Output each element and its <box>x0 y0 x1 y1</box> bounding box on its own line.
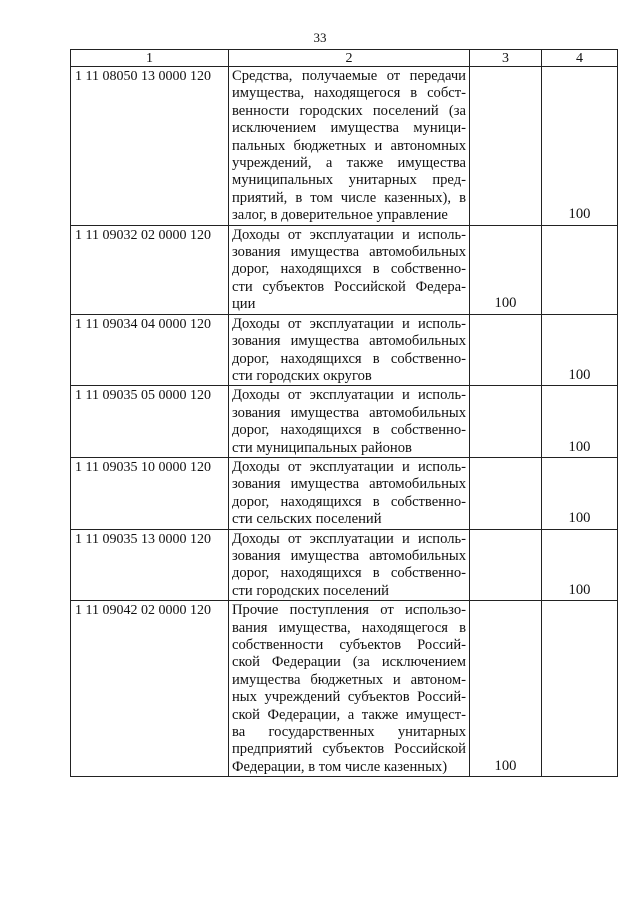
column-header-3: 3 <box>470 50 542 67</box>
description-line: зования имущества автомобильных <box>232 333 466 350</box>
revenue-table <box>70 49 618 777</box>
revenue-code: 1 11 09042 02 0000 120 <box>71 601 229 777</box>
description-line: приятий, в том числе казенных), в <box>232 189 466 206</box>
description-line: Прочие поступления от использо- <box>232 602 466 619</box>
revenue-description <box>229 386 470 458</box>
description-line: сти муниципальных районов <box>232 439 412 456</box>
revenue-description <box>229 67 470 226</box>
value-column-4: 100 <box>542 529 618 601</box>
table-row <box>71 457 618 529</box>
description-line: Доходы от эксплуатации и исполь- <box>232 530 466 547</box>
description-line: Доходы от эксплуатации и исполь- <box>232 226 466 243</box>
description-line: ции <box>232 296 256 313</box>
description-line: залог, в доверительное управление <box>232 207 448 224</box>
value-column-3: 100 <box>470 225 542 314</box>
description-line: зования имущества автомобильных <box>232 547 466 564</box>
value-column-3 <box>470 457 542 529</box>
description-line: исключением имущества муници- <box>232 120 466 137</box>
value-column-3: 100 <box>470 601 542 777</box>
description-line: сти городских поселений <box>232 582 389 599</box>
column-header-2: 2 <box>229 50 470 67</box>
table-row <box>71 601 618 777</box>
description-line: Доходы от эксплуатации и исполь- <box>232 458 466 475</box>
table-row <box>71 386 618 458</box>
description-line: ных учреждений субъектов Россий- <box>232 689 466 706</box>
description-line: дорог, находящихся в собственно- <box>232 422 466 439</box>
revenue-code: 1 11 09034 04 0000 120 <box>71 314 229 386</box>
value-column-4: 100 <box>542 67 618 226</box>
description-line: предприятий субъектов Российской <box>232 741 466 758</box>
value-column-3 <box>470 67 542 226</box>
table-header-row <box>71 50 618 67</box>
description-line: дорог, находящихся в собственно- <box>232 261 466 278</box>
table-row <box>71 529 618 601</box>
table-row <box>71 225 618 314</box>
description-line: венности городских поселений (за <box>232 102 466 119</box>
revenue-code: 1 11 09035 10 0000 120 <box>71 457 229 529</box>
revenue-description <box>229 314 470 386</box>
description-line: сти городских округов <box>232 367 372 384</box>
description-line: ва государственных унитарных <box>232 724 466 741</box>
description-line: зования имущества автомобильных <box>232 244 466 261</box>
revenue-description <box>229 529 470 601</box>
description-line: имущества, находящегося в собст- <box>232 85 466 102</box>
description-line: Доходы от эксплуатации и исполь- <box>232 315 466 332</box>
description-line: Федерации, в том числе казенных) <box>232 758 448 775</box>
description-line: Средства, получаемые от передачи <box>232 68 466 84</box>
value-column-4: 100 <box>542 386 618 458</box>
description-line: дорог, находящихся в собственно- <box>232 493 466 510</box>
description-line: дорог, находящихся в собственно- <box>232 565 466 582</box>
description-line: ской Федерации (за исключением <box>232 654 466 671</box>
table-row <box>71 67 618 226</box>
table-body <box>71 67 618 777</box>
value-column-4 <box>542 601 618 777</box>
description-line: вания имущества, находящегося в <box>232 619 466 636</box>
column-header-4: 4 <box>542 50 618 67</box>
value-column-3 <box>470 386 542 458</box>
description-line: имущества бюджетных и автоном- <box>232 671 466 688</box>
description-line: сти сельских поселений <box>232 511 382 528</box>
description-line: дорог, находящихся в собственно- <box>232 350 466 367</box>
value-column-3 <box>470 314 542 386</box>
column-header-1: 1 <box>71 50 229 67</box>
revenue-description <box>229 601 470 777</box>
revenue-description <box>229 457 470 529</box>
revenue-code: 1 11 09035 13 0000 120 <box>71 529 229 601</box>
description-line: пальных бюджетных и автономных <box>232 137 466 154</box>
description-line: зования имущества автомобильных <box>232 404 466 421</box>
revenue-description <box>229 225 470 314</box>
value-column-4: 100 <box>542 457 618 529</box>
description-line: Доходы от эксплуатации и исполь- <box>232 387 466 404</box>
description-line: сти субъектов Российской Федера- <box>232 278 466 295</box>
value-column-4: 100 <box>542 314 618 386</box>
description-line: ской Федерации, а также имущест- <box>232 706 466 723</box>
value-column-3 <box>470 529 542 601</box>
page-number: 33 <box>313 30 327 45</box>
description-line: зования имущества автомобильных <box>232 476 466 493</box>
revenue-code: 1 11 09032 02 0000 120 <box>71 225 229 314</box>
value-column-4 <box>542 225 618 314</box>
revenue-code: 1 11 08050 13 0000 120 <box>71 67 229 226</box>
table-row <box>71 314 618 386</box>
description-line: собственности субъектов Россий- <box>232 637 466 653</box>
description-line: муниципальных унитарных пред- <box>232 172 466 189</box>
description-line: учреждений, а также имущества <box>232 155 466 172</box>
revenue-code: 1 11 09035 05 0000 120 <box>71 386 229 458</box>
